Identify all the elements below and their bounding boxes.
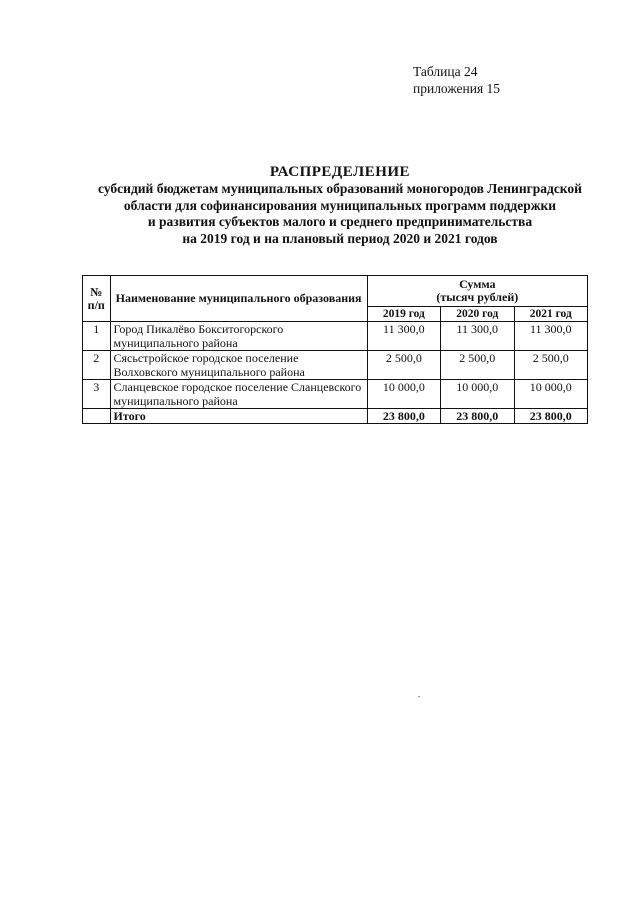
table-row <box>83 351 588 380</box>
table-header-row <box>83 276 588 307</box>
header-number: № п/п <box>83 276 111 322</box>
total-label: Итого <box>110 409 367 424</box>
header-year-2020: 2020 год <box>441 307 514 322</box>
header-sum-label: Сумма <box>459 277 496 291</box>
row-value-2021: 11 300,0 <box>514 322 587 351</box>
scan-speck <box>418 696 420 697</box>
table-number: Таблица 24 <box>413 64 478 79</box>
title-line-3: и развития субъектов малого и среднего предпринимательства <box>147 214 533 229</box>
row-value-2019: 10 000,0 <box>367 380 440 409</box>
header-year-2021: 2021 год <box>514 307 587 322</box>
total-number-cell <box>83 409 111 424</box>
total-value-2021: 23 800,0 <box>514 409 587 424</box>
table-row <box>83 322 588 351</box>
row-value-2021: 2 500,0 <box>514 351 587 380</box>
total-value-2020: 23 800,0 <box>441 409 514 424</box>
row-number: 2 <box>83 351 111 380</box>
row-value-2021: 10 000,0 <box>514 380 587 409</box>
total-row <box>83 409 588 424</box>
header-sum <box>367 276 587 307</box>
header-municipality: Наименование муниципального образования <box>110 276 367 322</box>
row-municipality: Сланцевское городское поселение Сланцевского муниципального района <box>110 380 367 409</box>
title-line-2: области для софинансирования муниципальных программ поддержки <box>123 197 557 213</box>
appendix-number: приложения 15 <box>413 81 501 96</box>
row-value-2019: 11 300,0 <box>367 322 440 351</box>
row-number: 1 <box>83 322 111 351</box>
header-sum-unit: (тысяч рублей) <box>436 290 519 304</box>
row-municipality: Сясьстройское городское поселение Волховского муниципального района <box>110 351 367 380</box>
table-reference <box>413 63 500 97</box>
title-heading: РАСПРЕДЕЛЕНИЕ <box>269 164 411 180</box>
title-line-1: субсидий бюджетам муниципальных образований моногородов Ленинградской <box>98 181 582 196</box>
title-line-4: на 2019 год и на плановый период 2020 и 2021 годов <box>182 230 498 246</box>
total-value-2019: 23 800,0 <box>367 409 440 424</box>
row-value-2020: 10 000,0 <box>441 380 514 409</box>
row-number: 3 <box>83 380 111 409</box>
row-value-2019: 2 500,0 <box>367 351 440 380</box>
document-title <box>60 163 620 247</box>
header-year-2019: 2019 год <box>367 307 440 322</box>
row-value-2020: 2 500,0 <box>441 351 514 380</box>
row-value-2020: 11 300,0 <box>441 322 514 351</box>
distribution-table <box>82 275 588 424</box>
table-row <box>83 380 588 409</box>
row-municipality: Город Пикалёво Бокситогорского муниципального района <box>110 322 367 351</box>
